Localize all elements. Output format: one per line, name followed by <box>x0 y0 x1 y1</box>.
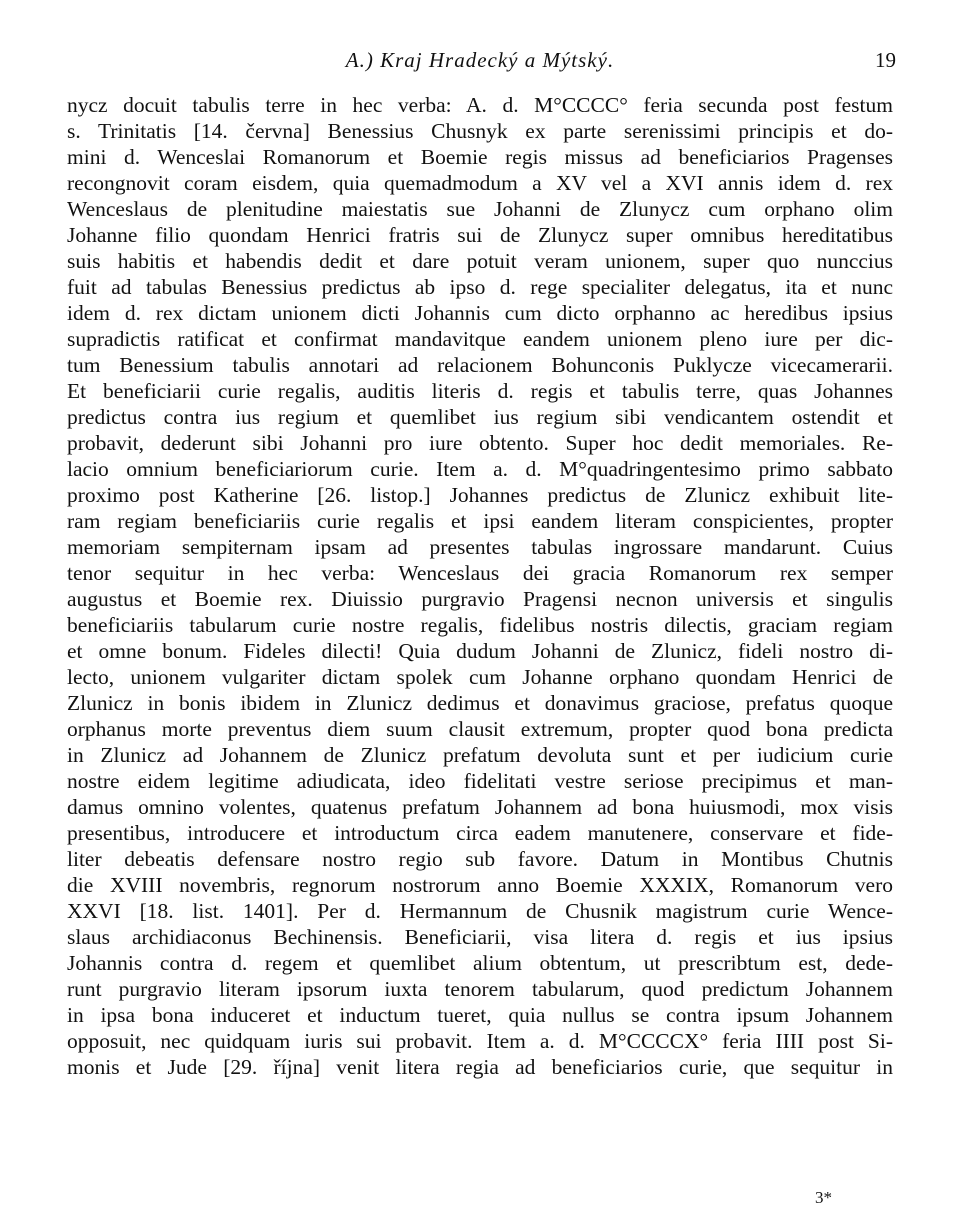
text-line: tum Benessium tabulis annotari ad relacionem Bohunconis Puklycze vicecamerarii. <box>67 353 893 377</box>
text-line: Wenceslaus de plenitudine maiestatis sue Johanni de Zlunycz cum orphano olim <box>67 197 893 221</box>
text-line: nostre eidem legitime adiudicata, ideo fidelitati vestre seriose precipimus et man- <box>67 769 893 793</box>
text-line: s. Trinitatis [14. června] Benessius Chusnyk ex parte serenissimi principis et do- <box>67 119 893 143</box>
text-line: supradictis ratificat et confirmat mandavitque eandem unionem pleno iure per dic- <box>67 327 893 351</box>
text-line: orphanus morte preventus diem suum clausit extremum, propter quod bona predicta <box>67 717 893 741</box>
text-line: fuit ad tabulas Benessius predictus ab ipso d. rege specialiter delegatus, ita et nunc <box>67 275 893 299</box>
signature-mark: 3* <box>815 1188 832 1207</box>
text-line: in ipsa bona induceret et inductum tueret, quia nullus se contra ipsum Johannem <box>67 1003 893 1027</box>
text-line: Johannis contra d. regem et quemlibet alium obtentum, ut prescribtum est, dede- <box>67 951 893 975</box>
text-line: Johanne filio quondam Henrici fratris sui de Zlunycz super omnibus hereditatibus <box>67 223 893 247</box>
text-line: mini d. Wenceslai Romanorum et Boemie regis missus ad beneficiarios Pragenses <box>67 145 893 169</box>
text-line: tenor sequitur in hec verba: Wenceslaus dei gracia Romanorum rex semper <box>67 561 893 585</box>
text-line: slaus archidiaconus Bechinensis. Beneficiarii, visa litera d. regis et ius ipsius <box>67 925 893 949</box>
text-line: nycz docuit tabulis terre in hec verba: A. d. M°CCCC° feria secunda post festum <box>67 93 893 117</box>
text-line: liter debeatis defensare nostro regio sub favore. Datum in Montibus Chutnis <box>67 847 893 871</box>
text-line: recongnovit coram eisdem, quia quemadmodum a XV vel a XVI annis idem d. rex <box>67 171 893 195</box>
text-line: XXVI [18. list. 1401]. Per d. Hermannum de Chusnik magistrum curie Wence- <box>67 899 893 923</box>
text-line: idem d. rex dictam unionem dicti Johannis cum dicto orphanno ac heredibus ipsius <box>67 301 893 325</box>
text-line: Et beneficiarii curie regalis, auditis literis d. regis et tabulis terre, quas Johannes <box>67 379 893 403</box>
text-line: presentibus, introducere et introductum circa eadem manutenere, conservare et fide- <box>67 821 893 845</box>
text-line: runt purgravio literam ipsorum iuxta tenorem tabularum, quod predictum Johannem <box>67 977 893 1001</box>
text-line: damus omnino volentes, quatenus prefatum Johannem ad bona huiusmodi, mox visis <box>67 795 893 819</box>
body-text <box>67 92 893 1080</box>
text-line: suis habitis et habendis dedit et dare potuit veram unionem, super quo nunccius <box>67 249 893 273</box>
text-line: die XVIII novembris, regnorum nostrorum anno Boemie XXXIX, Romanorum vero <box>67 873 893 897</box>
text-line: lacio omnium beneficiariorum curie. Item a. d. M°quadringentesimo primo sabbato <box>67 457 893 481</box>
text-line: ram regiam beneficiariis curie regalis et ipsi eandem literam conspicientes, propter <box>67 509 893 533</box>
text-line: proximo post Katherine [26. listop.] Johannes predictus de Zlunicz exhibuit lite- <box>67 483 893 507</box>
running-title: A.) Kraj Hradecký a Mýtský. <box>345 48 615 72</box>
text-line: in Zlunicz ad Johannem de Zlunicz prefatum devoluta sunt et per iudicium curie <box>67 743 893 767</box>
text-line: predictus contra ius regium et quemlibet ius regium sibi vendicantem ostendit et <box>67 405 893 429</box>
text-line: opposuit, nec quidquam iuris sui probavit. Item a. d. M°CCCCX° feria IIII post Si- <box>67 1029 893 1053</box>
text-line: memoriam sempiternam ipsam ad presentes tabulas ingrossare mandarunt. Cuius <box>67 535 893 559</box>
text-line: lecto, unionem vulgariter dictam spolek cum Johanne orphano quondam Henrici de <box>67 665 893 689</box>
running-header <box>0 48 960 78</box>
text-line: augustus et Boemie rex. Diuissio purgravio Pragensi necnon universis et singulis <box>67 587 893 611</box>
text-line: et omne bonum. Fideles dilecti! Quia dudum Johanni de Zlunicz, fideli nostro di- <box>67 639 893 663</box>
text-line: Zlunicz in bonis ibidem in Zlunicz dedimus et donavimus graciose, prefatus quoque <box>67 691 893 715</box>
text-line: probavit, dederunt sibi Johanni pro iure obtento. Super hoc dedit memoriales. Re- <box>67 431 893 455</box>
page-number: 19 <box>875 48 896 72</box>
text-line: beneficiariis tabularum curie nostre regalis, fidelibus nostris dilectis, graciam regiam <box>67 613 893 637</box>
text-line: monis et Jude [29. října] venit litera regia ad beneficiarios curie, que sequitur in <box>67 1055 893 1079</box>
